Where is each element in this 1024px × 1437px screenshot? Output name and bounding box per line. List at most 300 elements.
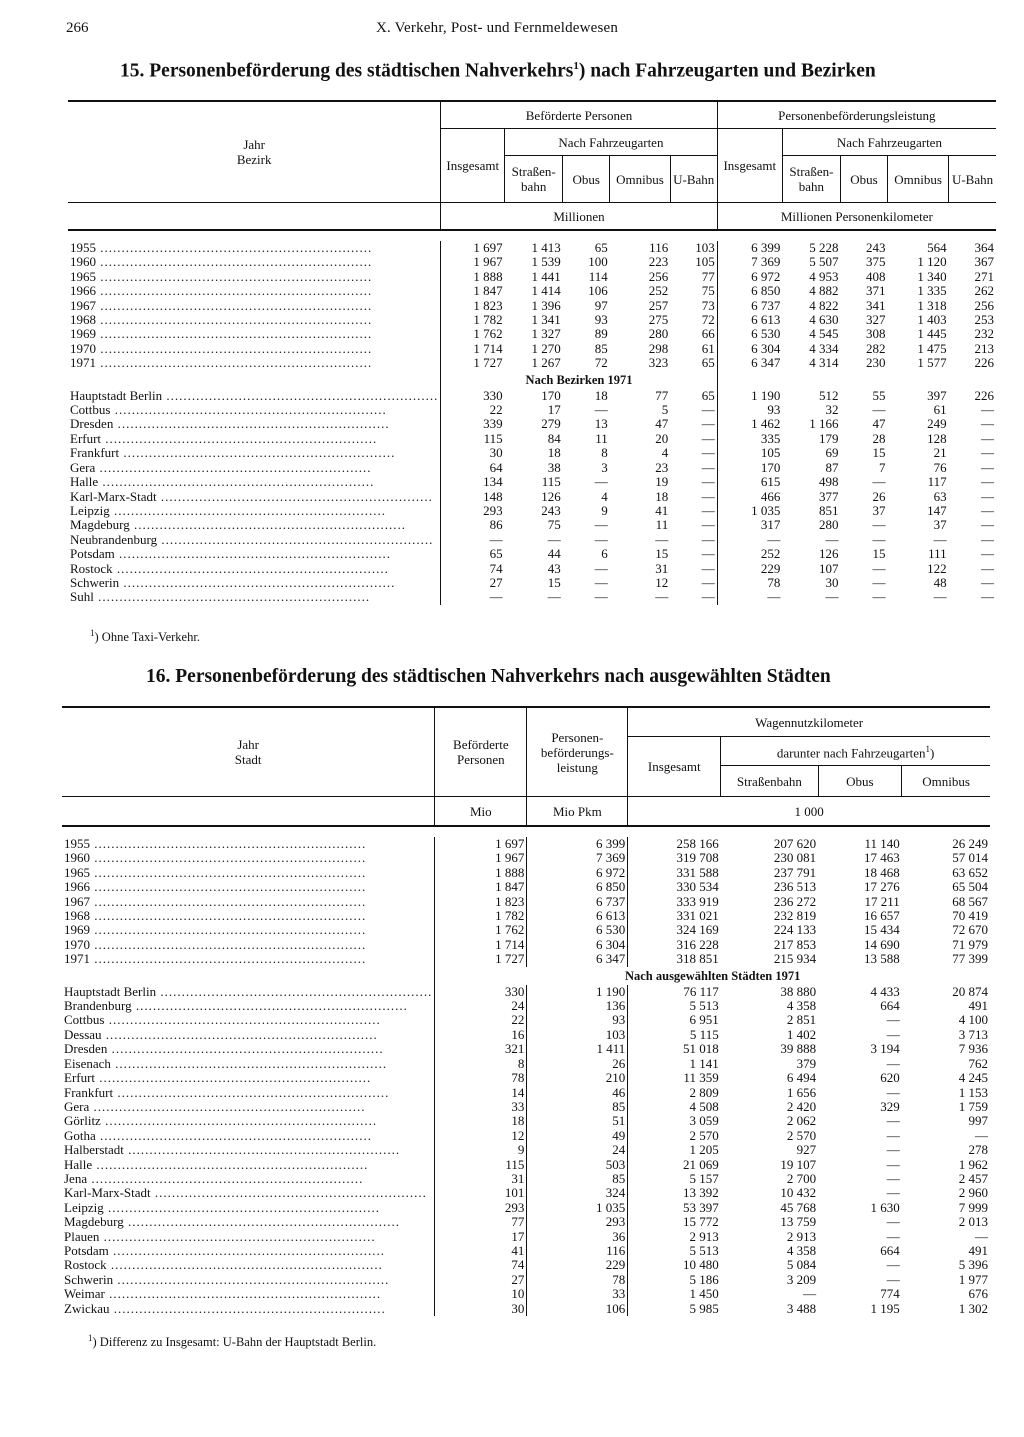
unit-1000: 1 000 xyxy=(794,803,824,819)
cell: 1 714 xyxy=(473,340,503,356)
unit-millionen-pkm: Millionen Personenkilometer xyxy=(780,208,933,224)
cell: — xyxy=(489,589,503,605)
cell: — xyxy=(981,459,994,475)
cell: — xyxy=(767,531,781,547)
cell: 257 xyxy=(648,297,669,313)
cell: 1 967 xyxy=(435,851,527,865)
cell: 105 xyxy=(670,255,717,269)
cell: 308 xyxy=(865,326,886,342)
row-label: Hauptstadt Berlin xyxy=(70,388,163,403)
cell: 1 577 xyxy=(917,355,947,371)
year-row xyxy=(68,342,996,356)
cell: 4 630 xyxy=(809,312,839,328)
cell: 72 670 xyxy=(952,922,988,938)
row-label: Magdeburg xyxy=(64,1215,124,1230)
row-label: Frankfurt xyxy=(64,1085,114,1100)
col-strassenbahn: Straßen- bahn xyxy=(505,156,563,203)
cell: 22 xyxy=(435,1013,527,1027)
cell: 23 xyxy=(655,459,669,475)
city-row xyxy=(62,1143,990,1157)
cell: 77 xyxy=(655,387,669,403)
cell: 9 xyxy=(601,502,608,518)
cell: — xyxy=(670,417,717,431)
cell: 1 327 xyxy=(531,326,561,342)
cell: 335 xyxy=(760,430,781,446)
header-insgesamt-16: Insgesamt xyxy=(628,737,721,797)
cell: 31 xyxy=(435,1172,527,1186)
cell: 73 xyxy=(670,299,717,313)
cell: 1 270 xyxy=(531,340,561,356)
cell: — xyxy=(886,1170,900,1186)
cell: — xyxy=(886,1055,900,1071)
cell: 217 853 xyxy=(773,936,817,952)
cell: 24 xyxy=(527,1143,628,1157)
cell: 85 xyxy=(527,1172,628,1186)
header-insgesamt-2: Insgesamt xyxy=(717,129,782,203)
cell: 249 xyxy=(927,416,947,432)
cell: 327 xyxy=(865,312,886,328)
cell: 93 xyxy=(527,1013,628,1027)
cell: 13 392 xyxy=(682,1185,719,1201)
cell: 1 450 xyxy=(689,1286,719,1302)
cell: 1 475 xyxy=(917,340,947,356)
cell: 101 xyxy=(435,1186,527,1200)
cell: 134 xyxy=(483,474,503,490)
cell: — xyxy=(981,474,994,490)
row-label: 1968 xyxy=(70,313,96,328)
row-label: 1960 xyxy=(70,255,96,270)
row-label: Suhl xyxy=(70,590,94,605)
row-label: Plauen xyxy=(64,1229,100,1244)
cell: — xyxy=(886,1113,900,1129)
col-ubahn: U-Bahn xyxy=(670,156,717,203)
cell: 4 100 xyxy=(958,1012,988,1028)
cell: 1 035 xyxy=(751,502,781,518)
cell: — xyxy=(886,1026,900,1042)
cell: 6 972 xyxy=(527,866,628,880)
cell: 4 953 xyxy=(809,268,839,284)
cell: 1 411 xyxy=(527,1042,628,1056)
cell: 498 xyxy=(818,474,839,490)
cell: — xyxy=(872,402,886,418)
cell: 6 399 xyxy=(527,837,628,851)
row-label: 1970 xyxy=(64,937,90,952)
col-strassenbahn-16: Straßenbahn xyxy=(721,766,818,797)
city-row xyxy=(62,1201,990,1215)
district-row xyxy=(68,518,996,532)
cell: 32 xyxy=(825,402,839,418)
cell: 93 xyxy=(767,402,781,418)
cell: 229 xyxy=(760,560,781,576)
cell: 24 xyxy=(435,999,527,1013)
cell: — xyxy=(594,560,608,576)
cell: 318 851 xyxy=(676,951,719,967)
cell: 7 936 xyxy=(958,1041,988,1057)
cell: 14 690 xyxy=(864,936,900,952)
district-row xyxy=(68,417,996,431)
cell: 72 xyxy=(594,355,608,371)
cell: 5 396 xyxy=(958,1257,988,1273)
cell: 33 xyxy=(527,1287,628,1301)
row-label: 1965 xyxy=(64,865,90,880)
cell: 491 xyxy=(968,998,988,1014)
row-label: Halle xyxy=(70,475,99,490)
cell: 78 xyxy=(767,574,781,590)
cell: 1 414 xyxy=(531,283,561,299)
cell: 1 727 xyxy=(473,355,503,371)
cell: 367 xyxy=(974,254,994,270)
cell: 503 xyxy=(527,1158,628,1172)
cell: 1 967 xyxy=(473,254,503,270)
header-leistung: Personenbeförderungsleistung xyxy=(717,101,996,129)
col-omnibus: Omnibus xyxy=(610,156,670,203)
cell: 3 488 xyxy=(786,1300,817,1316)
cell: 21 xyxy=(933,445,947,461)
cell: 14 xyxy=(435,1086,527,1100)
cell: 47 xyxy=(872,416,886,432)
header-darunter: darunter nach Fahrzeugarten$^1$) xyxy=(721,737,990,766)
cell: 279 xyxy=(541,416,561,432)
cell: 258 166 xyxy=(676,836,719,851)
city-row xyxy=(62,1172,990,1186)
cell: 1 888 xyxy=(473,268,503,284)
cell: — xyxy=(886,1142,900,1158)
cell: 116 xyxy=(527,1244,628,1258)
year-row xyxy=(68,284,996,298)
cell: 18 xyxy=(655,488,669,504)
cell: 319 708 xyxy=(676,850,719,866)
cell: — xyxy=(981,502,994,518)
cell: 22 xyxy=(489,402,503,418)
cell: 4 545 xyxy=(809,326,839,342)
city-row xyxy=(62,1302,990,1316)
section-nach-staedten: Nach ausgewählten Städten 1971 xyxy=(624,968,801,983)
cell: — xyxy=(981,574,994,590)
cell: 117 xyxy=(927,474,947,490)
city-row xyxy=(62,1042,990,1056)
cell: 1 035 xyxy=(527,1201,628,1215)
cell: — xyxy=(670,590,717,604)
cell: 664 xyxy=(880,1242,900,1258)
col-obus: Obus xyxy=(563,156,610,203)
cell: 5 186 xyxy=(689,1271,719,1287)
header-nach-fahrzeugarten: Nach Fahrzeugarten xyxy=(505,129,718,156)
cell: 1 190 xyxy=(527,985,628,999)
cell: 339 xyxy=(483,416,503,432)
city-row xyxy=(62,1114,990,1128)
cell: 1 759 xyxy=(958,1098,988,1114)
cell: 7 369 xyxy=(751,254,781,270)
cell: 293 xyxy=(527,1215,628,1229)
cell: 2 960 xyxy=(958,1185,988,1201)
district-row xyxy=(68,461,996,475)
row-label: Dessau xyxy=(64,1027,102,1042)
cell: 105 xyxy=(760,445,781,461)
cell: 46 xyxy=(527,1086,628,1100)
cell: 1 962 xyxy=(958,1156,988,1172)
cell: 51 xyxy=(527,1114,628,1128)
cell: 262 xyxy=(974,283,994,299)
district-row xyxy=(68,490,996,504)
col-omnibus-16: Omnibus xyxy=(922,773,970,789)
district-row xyxy=(68,576,996,590)
header-insgesamt: Insgesamt xyxy=(441,129,505,203)
cell: 564 xyxy=(927,240,947,255)
cell: 1 267 xyxy=(531,355,561,371)
cell: 9 xyxy=(435,1143,527,1157)
cell: 78 xyxy=(435,1071,527,1085)
year-row xyxy=(62,837,990,851)
cell: 1 153 xyxy=(958,1084,988,1100)
cell: 30 xyxy=(489,445,503,461)
cell: 237 791 xyxy=(773,864,817,880)
cell: 18 468 xyxy=(864,864,900,880)
cell: 1 341 xyxy=(531,312,561,328)
cell: 324 xyxy=(527,1186,628,1200)
cell: 317 xyxy=(760,517,781,533)
city-row xyxy=(62,1013,990,1027)
cell: 17 xyxy=(435,1230,527,1244)
cell: 1 847 xyxy=(473,283,503,299)
cell: 15 xyxy=(547,574,561,590)
cell: 232 819 xyxy=(773,908,817,924)
cell: 76 117 xyxy=(683,983,719,999)
cell: 19 xyxy=(655,474,669,490)
district-row xyxy=(68,562,996,576)
cell: 1 823 xyxy=(435,895,527,909)
cell: 1 402 xyxy=(786,1026,817,1042)
cell: 43 xyxy=(547,560,561,576)
year-row xyxy=(62,895,990,909)
cell: 1 762 xyxy=(473,326,503,342)
cell: 12 xyxy=(655,574,669,590)
cell: 126 xyxy=(818,546,839,562)
cell: 6 737 xyxy=(751,297,781,313)
row-label: 1955 xyxy=(70,241,96,255)
header-nach-fahrzeugarten-2: Nach Fahrzeugarten xyxy=(782,129,996,156)
cell: 1 977 xyxy=(958,1271,988,1287)
cell: 6 304 xyxy=(751,340,781,356)
row-label: 1969 xyxy=(70,327,96,342)
row-label: Frankfurt xyxy=(70,446,120,461)
cell: 774 xyxy=(880,1286,900,1302)
cell: 170 xyxy=(760,459,781,475)
year-row xyxy=(62,952,990,966)
cell: 230 081 xyxy=(773,850,817,866)
cell: 4 334 xyxy=(809,340,839,356)
cell: 676 xyxy=(968,1286,988,1302)
cell: 97 xyxy=(594,297,608,313)
cell: 997 xyxy=(968,1113,988,1129)
city-row xyxy=(62,1071,990,1085)
cell: — xyxy=(670,533,717,547)
cell: — xyxy=(981,546,994,562)
cell: 243 xyxy=(865,240,886,255)
city-row xyxy=(62,1273,990,1287)
city-row xyxy=(62,1186,990,1200)
cell: 103 xyxy=(670,241,717,255)
cell: 87 xyxy=(825,459,839,475)
row-label: Leipzig xyxy=(64,1200,104,1215)
cell: 15 434 xyxy=(864,922,900,938)
year-row xyxy=(62,851,990,865)
cell: 256 xyxy=(974,297,994,313)
cell: 1 413 xyxy=(531,240,561,255)
cell: 215 934 xyxy=(773,951,817,967)
cell: 293 xyxy=(483,502,503,518)
district-row xyxy=(68,389,996,403)
cell: 207 620 xyxy=(773,836,817,851)
district-row xyxy=(68,446,996,460)
cell: 213 xyxy=(974,340,994,356)
cell: 8 xyxy=(601,445,608,461)
row-label: Dresden xyxy=(70,417,114,432)
cell: 1 340 xyxy=(917,268,947,284)
cell: 13 759 xyxy=(780,1214,817,1230)
cell: 77 xyxy=(435,1215,527,1229)
cell: 7 999 xyxy=(958,1199,988,1215)
table-15 xyxy=(68,100,996,605)
cell: — xyxy=(981,589,994,605)
cell: 1 697 xyxy=(435,837,527,851)
row-label: 1971 xyxy=(64,952,90,967)
cell: 4 358 xyxy=(786,998,817,1014)
cell: 89 xyxy=(594,326,608,342)
cell: 4 314 xyxy=(809,355,839,371)
cell: 6 530 xyxy=(527,923,628,937)
row-label: Brandenburg xyxy=(64,999,132,1014)
cell: 37 xyxy=(933,517,947,533)
cell: 1 630 xyxy=(870,1199,900,1215)
row-label: 1966 xyxy=(70,284,96,299)
cell: — xyxy=(975,1127,988,1143)
cell: 69 xyxy=(825,445,839,461)
cell: 13 588 xyxy=(864,951,900,967)
cell: 10 432 xyxy=(780,1185,817,1201)
cell: — xyxy=(825,589,839,605)
cell: — xyxy=(594,402,608,418)
district-row xyxy=(68,590,996,604)
cell: — xyxy=(547,531,561,547)
row-label: 1966 xyxy=(64,880,90,895)
cell: 65 xyxy=(489,546,503,562)
cell: 26 xyxy=(872,488,886,504)
cell: — xyxy=(981,445,994,461)
cell: 115 xyxy=(541,474,561,490)
cell: 2 570 xyxy=(689,1127,719,1143)
cell: 5 xyxy=(661,402,669,418)
cell: 298 xyxy=(648,340,669,356)
cell: 103 xyxy=(527,1028,628,1042)
cell: — xyxy=(886,1228,900,1244)
district-row xyxy=(68,403,996,417)
cell: 6 613 xyxy=(751,312,781,328)
cell: 224 133 xyxy=(773,922,817,938)
row-label: 1965 xyxy=(70,269,96,284)
cell: 19 107 xyxy=(780,1156,817,1172)
row-label: Eisenach xyxy=(64,1056,111,1071)
cell: 6 347 xyxy=(527,952,628,966)
cell: 3 059 xyxy=(689,1113,719,1129)
cell: 10 xyxy=(435,1287,527,1301)
cell: 26 xyxy=(527,1057,628,1071)
row-label: Görlitz xyxy=(64,1114,101,1129)
header-wagennutzkilometer: Wagennutzkilometer xyxy=(628,707,990,737)
cell: 5 507 xyxy=(809,254,839,270)
cell: — xyxy=(886,1257,900,1273)
cell: 927 xyxy=(796,1142,817,1158)
cell: — xyxy=(872,531,886,547)
cell: — xyxy=(886,1185,900,1201)
row-label: Cottbus xyxy=(64,1013,105,1028)
cell: 17 211 xyxy=(864,893,900,909)
cell: — xyxy=(655,589,669,605)
cell: 226 xyxy=(974,355,994,371)
cell: — xyxy=(594,474,608,490)
district-row xyxy=(68,547,996,561)
cell: 5 228 xyxy=(809,240,839,255)
cell: 63 652 xyxy=(952,864,988,880)
cell: 333 919 xyxy=(676,893,719,909)
cell: 7 xyxy=(878,459,886,475)
cell: 76 xyxy=(933,459,947,475)
cell: — xyxy=(670,475,717,489)
section-nach-bezirken: Nach Bezirken 1971 xyxy=(441,371,717,389)
cell: 65 xyxy=(594,240,608,255)
district-row xyxy=(68,432,996,446)
cell: 5 084 xyxy=(786,1257,817,1273)
col-obus-2: Obus xyxy=(840,156,887,203)
cell: 4 358 xyxy=(786,1242,817,1258)
city-row xyxy=(62,1100,990,1114)
year-row xyxy=(68,313,996,327)
cell: 100 xyxy=(588,254,608,270)
cell: — xyxy=(670,432,717,446)
unit-millionen: Millionen xyxy=(441,203,717,231)
cell: 11 xyxy=(595,430,608,446)
page-header xyxy=(66,20,996,42)
cell: 252 xyxy=(648,283,669,299)
cell: 37 xyxy=(872,502,886,518)
cell: 2 457 xyxy=(958,1170,988,1186)
cell: — xyxy=(981,488,994,504)
cell: 1 403 xyxy=(917,312,947,328)
table-16 xyxy=(62,706,990,1316)
cell: — xyxy=(981,402,994,418)
cell: 2 809 xyxy=(689,1084,719,1100)
stub-header-16: Jahr Stadt xyxy=(62,707,435,797)
cell: — xyxy=(933,531,947,547)
cell: 6 972 xyxy=(751,268,781,284)
district-row xyxy=(68,504,996,518)
cell: 106 xyxy=(588,283,608,299)
cell: 27 xyxy=(489,574,503,590)
cell: 48 xyxy=(933,574,947,590)
row-label: Karl-Marx-Stadt xyxy=(70,489,157,504)
cell: 128 xyxy=(927,430,947,446)
row-label: Karl-Marx-Stadt xyxy=(64,1186,151,1201)
cell: 6 xyxy=(601,546,608,562)
cell: 71 979 xyxy=(952,936,988,952)
cell: 41 xyxy=(435,1244,527,1258)
cell: 256 xyxy=(648,268,669,284)
col-strassenbahn-2: Straßen- bahn xyxy=(782,156,840,203)
cell: 179 xyxy=(818,430,839,446)
cell: — xyxy=(670,403,717,417)
header-leistung-16: Personen- beförderungs- leistung xyxy=(527,707,628,797)
city-row xyxy=(62,1287,990,1301)
cell: 1 656 xyxy=(786,1084,817,1100)
